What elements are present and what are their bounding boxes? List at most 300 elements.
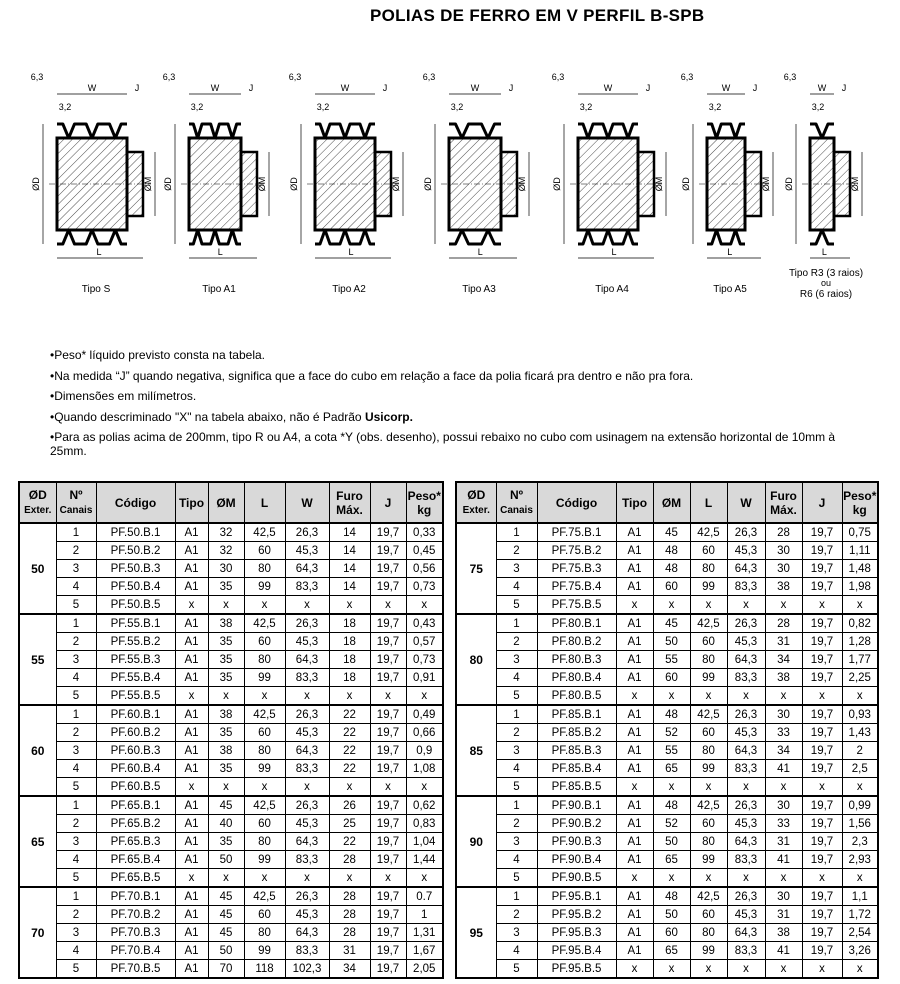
table-cell: 26,3 — [727, 796, 765, 815]
table-cell: 48 — [653, 542, 690, 560]
j-label: J — [752, 83, 758, 93]
roughness-label: 3,2 — [58, 102, 72, 112]
table-cell: 83,3 — [285, 578, 329, 596]
roughness-label: 3,2 — [579, 102, 593, 112]
table-row — [19, 651, 443, 669]
note-padrao-brand: Usicorp. — [364, 409, 413, 424]
table-cell: PF.55.B.1 — [96, 614, 175, 633]
table-cell: A1 — [175, 851, 208, 869]
table-cell: 0,66 — [406, 724, 443, 742]
table-cell: A1 — [175, 523, 208, 542]
od-cell: 65 — [19, 796, 56, 887]
table-cell: 22 — [329, 724, 370, 742]
table-cell: 65 — [653, 760, 690, 778]
table-cell: 42,5 — [690, 705, 727, 724]
table-cell: 2,54 — [842, 924, 878, 942]
table-cell: A1 — [175, 705, 208, 724]
table-cell: 2 — [496, 815, 537, 833]
table-cell: PF.60.B.3 — [96, 742, 175, 760]
hub-diameter-label: ØM — [517, 176, 527, 192]
table-cell: 19,7 — [370, 942, 406, 960]
table-cell: 80 — [244, 924, 285, 942]
table-cell: 1 — [56, 705, 96, 724]
table-cell: 2 — [496, 633, 537, 651]
table-cell: 35 — [208, 578, 244, 596]
table-cell: PF.90.B.4 — [537, 851, 616, 869]
table-row — [456, 942, 878, 960]
table-cell: 19,7 — [802, 833, 842, 851]
table-cell: A1 — [616, 705, 653, 724]
hub-diameter-label: ØM — [654, 176, 664, 192]
col-furo: Furo Máx. — [765, 482, 802, 523]
table-cell: 50 — [653, 833, 690, 851]
table-cell: A1 — [616, 851, 653, 869]
length-label: L — [96, 247, 102, 257]
table-cell: 80 — [690, 651, 727, 669]
table-cell: 3 — [56, 742, 96, 760]
table-cell: 55 — [653, 742, 690, 760]
table-cell: 1,67 — [406, 942, 443, 960]
table-cell: x — [175, 687, 208, 706]
table-cell: 1 — [406, 906, 443, 924]
table-cell: 33 — [765, 724, 802, 742]
roughness-label: 3,2 — [708, 102, 722, 112]
table-cell: 3 — [496, 560, 537, 578]
table-cell: 64,3 — [727, 560, 765, 578]
table-cell: 14 — [329, 560, 370, 578]
table-cell: x — [285, 687, 329, 706]
table-cell: 19,7 — [802, 796, 842, 815]
roughness-label: 6,3 — [680, 72, 694, 82]
table-row — [19, 760, 443, 778]
table-cell: 48 — [653, 796, 690, 815]
table-cell: 18 — [329, 633, 370, 651]
table-cell: A1 — [175, 760, 208, 778]
table-cell: x — [208, 596, 244, 615]
table-cell: PF.65.B.1 — [96, 796, 175, 815]
table-cell: 83,3 — [727, 578, 765, 596]
roughness-label: 6,3 — [783, 72, 797, 82]
table-cell: 60 — [690, 633, 727, 651]
table-cell: 42,5 — [244, 614, 285, 633]
table-cell: 2 — [56, 815, 96, 833]
col-m: ØM — [653, 482, 690, 523]
table-cell: x — [370, 778, 406, 797]
table-cell: PF.70.B.1 — [96, 887, 175, 906]
table-cell: 99 — [244, 851, 285, 869]
table-cell: PF.60.B.5 — [96, 778, 175, 797]
roughness-label: 6,3 — [30, 72, 44, 82]
table-cell: 80 — [690, 924, 727, 942]
table-cell: A1 — [616, 560, 653, 578]
od-cell: 75 — [456, 523, 496, 614]
table-cell: 1,28 — [842, 633, 878, 651]
od-cell: 70 — [19, 887, 56, 978]
roughness-label: 3,2 — [316, 102, 330, 112]
note-padrao-text: •Quando descriminado "X" na tabela abaixo, não é Padrão — [50, 409, 365, 424]
table-cell: 70 — [208, 960, 244, 979]
table-cell: 50 — [208, 851, 244, 869]
col-tipo: Tipo — [616, 482, 653, 523]
od-cell: 90 — [456, 796, 496, 887]
table-cell: 42,5 — [690, 614, 727, 633]
roughness-label: 3,2 — [450, 102, 464, 112]
table-cell: 3 — [56, 924, 96, 942]
col-canais: Nº Canais — [56, 482, 96, 523]
col-j: J — [370, 482, 406, 523]
table-cell: 33 — [765, 815, 802, 833]
table-cell: 2 — [496, 724, 537, 742]
table-cell: 0,73 — [406, 578, 443, 596]
table-cell: 31 — [765, 906, 802, 924]
pulley-table-left — [18, 481, 444, 979]
table-cell: A1 — [616, 887, 653, 906]
table-cell: A1 — [175, 924, 208, 942]
table-row — [19, 705, 443, 724]
diagram-type-label: R6 (6 raios) — [799, 289, 853, 300]
table-cell: 65 — [653, 851, 690, 869]
table-cell: x — [329, 869, 370, 888]
table-cell: 40 — [208, 815, 244, 833]
table-cell: x — [244, 778, 285, 797]
j-label: J — [841, 83, 847, 93]
table-cell: 42,5 — [244, 887, 285, 906]
table-cell: x — [285, 778, 329, 797]
table-cell: 34 — [765, 742, 802, 760]
od-cell: 50 — [19, 523, 56, 614]
table-cell: 35 — [208, 833, 244, 851]
pulley-table-right-body — [456, 523, 878, 978]
table-cell: x — [616, 687, 653, 706]
width-label: W — [470, 83, 480, 93]
table-cell: 1 — [496, 796, 537, 815]
table-cell: 5 — [56, 687, 96, 706]
table-cell: x — [802, 960, 842, 979]
table-cell: 26 — [329, 796, 370, 815]
table-cell: 35 — [208, 760, 244, 778]
table-cell: 1 — [496, 614, 537, 633]
pulley-diagram — [681, 72, 773, 295]
table-cell: 60 — [244, 724, 285, 742]
table-cell: 19,7 — [802, 542, 842, 560]
table-cell: 80 — [244, 742, 285, 760]
table-cell: PF.60.B.4 — [96, 760, 175, 778]
col-j: J — [802, 482, 842, 523]
table-row — [19, 633, 443, 651]
table-cell: 52 — [653, 815, 690, 833]
table-cell: A1 — [616, 924, 653, 942]
table-cell: 14 — [329, 523, 370, 542]
table-cell: 19,7 — [370, 614, 406, 633]
diameter-label: ØD — [163, 177, 173, 191]
table-row — [19, 724, 443, 742]
table-cell: A1 — [175, 887, 208, 906]
table-cell: A1 — [175, 960, 208, 979]
table-cell: 1 — [56, 614, 96, 633]
length-label: L — [611, 247, 617, 257]
table-cell: PF.50.B.1 — [96, 523, 175, 542]
pulley-diagram — [423, 72, 529, 295]
table-row — [19, 687, 443, 706]
table-cell: 1 — [56, 523, 96, 542]
length-label: L — [821, 247, 827, 257]
table-cell: PF.90.B.5 — [537, 869, 616, 888]
table-row — [456, 614, 878, 633]
table-cell: x — [727, 778, 765, 797]
table-cell: x — [653, 960, 690, 979]
table-cell: 1,11 — [842, 542, 878, 560]
table-row — [456, 924, 878, 942]
length-label: L — [348, 247, 354, 257]
table-cell: 26,3 — [285, 523, 329, 542]
col-peso: Peso* kg — [406, 482, 443, 523]
table-cell: 64,3 — [285, 651, 329, 669]
od-cell: 60 — [19, 705, 56, 796]
table-cell: 32 — [208, 542, 244, 560]
table-cell: 19,7 — [370, 651, 406, 669]
table-cell: 38 — [208, 614, 244, 633]
table-row — [19, 596, 443, 615]
table-cell: 45,3 — [727, 815, 765, 833]
table-cell: 0,56 — [406, 560, 443, 578]
pulley-table-right — [455, 481, 879, 979]
table-cell: A1 — [616, 796, 653, 815]
table-cell: x — [727, 596, 765, 615]
width-label: W — [603, 83, 613, 93]
table-cell: x — [653, 869, 690, 888]
table-row — [456, 542, 878, 560]
table-cell: 22 — [329, 742, 370, 760]
table-cell: 28 — [329, 924, 370, 942]
table-cell: x — [406, 596, 443, 615]
table-cell: 0,49 — [406, 705, 443, 724]
table-cell: 18 — [329, 651, 370, 669]
hub-diameter-label: ØM — [850, 176, 860, 192]
table-row — [456, 523, 878, 542]
table-cell: 48 — [653, 560, 690, 578]
col-m: ØM — [208, 482, 244, 523]
table-cell: 19,7 — [802, 560, 842, 578]
table-cell: 19,7 — [370, 542, 406, 560]
table-cell: 60 — [653, 924, 690, 942]
table-cell: x — [765, 960, 802, 979]
table-cell: 26,3 — [727, 705, 765, 724]
table-cell: x — [802, 687, 842, 706]
table-cell: x — [765, 778, 802, 797]
table-cell: x — [690, 596, 727, 615]
table-cell: PF.75.B.1 — [537, 523, 616, 542]
table-cell: 19,7 — [802, 633, 842, 651]
table-cell: PF.50.B.2 — [96, 542, 175, 560]
table-cell: 5 — [56, 960, 96, 979]
table-cell: 4 — [496, 942, 537, 960]
table-cell: 4 — [56, 760, 96, 778]
note-medida-j: •Na medida “J” quando negativa, significa que a face do cubo em relação a face da polia ficará pra dentro e não pra fora. — [50, 368, 694, 383]
od-cell: 85 — [456, 705, 496, 796]
table-cell: x — [208, 778, 244, 797]
table-cell: 19,7 — [370, 705, 406, 724]
table-cell: 3,26 — [842, 942, 878, 960]
table-cell: 0,62 — [406, 796, 443, 815]
table-cell: 5 — [496, 960, 537, 979]
table-cell: x — [765, 869, 802, 888]
table-row — [19, 742, 443, 760]
table-cell: 5 — [496, 869, 537, 888]
table-row — [19, 815, 443, 833]
table-cell: 14 — [329, 578, 370, 596]
table-cell: 25 — [329, 815, 370, 833]
diagram-type-label: Tipo R3 (3 raios) — [788, 268, 864, 279]
table-cell: 19,7 — [802, 815, 842, 833]
table-cell: A1 — [175, 724, 208, 742]
table-cell: x — [175, 596, 208, 615]
table-cell: x — [690, 778, 727, 797]
table-cell: x — [727, 687, 765, 706]
table-cell: 45,3 — [285, 542, 329, 560]
table-row — [456, 633, 878, 651]
table-cell: 19,7 — [802, 523, 842, 542]
roughness-label: 6,3 — [422, 72, 436, 82]
table-cell: 99 — [244, 942, 285, 960]
table-cell: 35 — [208, 724, 244, 742]
note-rebaixo: •Para as polias acima de 200mm, tipo R ou A4, a cota *Y (obs. desenho), possui rebaixo no cubo com usinagem na extensão horizontal de 10mm à 25mm. — [50, 430, 836, 458]
table-cell: A1 — [175, 833, 208, 851]
table-cell: 99 — [690, 851, 727, 869]
od-cell: 55 — [19, 614, 56, 705]
table-cell: x — [244, 869, 285, 888]
table-cell: 30 — [765, 542, 802, 560]
table-row — [19, 887, 443, 906]
width-label: W — [721, 83, 731, 93]
table-cell: PF.70.B.2 — [96, 906, 175, 924]
table-cell: x — [690, 869, 727, 888]
table-cell: 52 — [653, 724, 690, 742]
table-cell: 5 — [496, 778, 537, 797]
table-cell: 41 — [765, 760, 802, 778]
table-cell: x — [842, 869, 878, 888]
table-cell: 38 — [765, 669, 802, 687]
table-cell: 1 — [496, 887, 537, 906]
table-cell: 60 — [690, 906, 727, 924]
table-cell: x — [370, 596, 406, 615]
diameter-label: ØD — [552, 177, 562, 191]
table-cell: 2,3 — [842, 833, 878, 851]
table-cell: 2 — [842, 742, 878, 760]
left-table-wrapper — [18, 481, 444, 979]
table-cell: 5 — [56, 596, 96, 615]
table-cell: 3 — [56, 833, 96, 851]
table-cell: 19,7 — [370, 742, 406, 760]
table-cell: 19,7 — [370, 815, 406, 833]
length-label: L — [727, 247, 733, 257]
table-cell: A1 — [616, 833, 653, 851]
note-dimensoes: •Dimensões em milímetros. — [50, 389, 197, 403]
table-cell: PF.50.B.3 — [96, 560, 175, 578]
table-cell: x — [690, 687, 727, 706]
table-cell: 2 — [496, 906, 537, 924]
table-cell: PF.65.B.3 — [96, 833, 175, 851]
table-cell: 80 — [690, 560, 727, 578]
table-cell: 60 — [690, 815, 727, 833]
table-row — [19, 906, 443, 924]
table-row — [456, 742, 878, 760]
table-cell: 38 — [208, 742, 244, 760]
table-cell: 28 — [329, 851, 370, 869]
diameter-label: ØD — [784, 177, 794, 191]
hub-diameter-label: ØM — [257, 176, 267, 192]
pulley-diagrams — [20, 64, 880, 314]
table-cell: x — [329, 778, 370, 797]
table-cell: 19,7 — [802, 614, 842, 633]
table-cell: A1 — [175, 542, 208, 560]
note-peso: •Peso* líquido previsto consta na tabela. — [50, 348, 266, 362]
table-cell: x — [285, 869, 329, 888]
table-cell: PF.80.B.5 — [537, 687, 616, 706]
table-cell: 42,5 — [244, 523, 285, 542]
table-cell: 19,7 — [802, 742, 842, 760]
table-cell: 19,7 — [802, 724, 842, 742]
col-l: L — [690, 482, 727, 523]
table-cell: PF.70.B.4 — [96, 942, 175, 960]
notes-section — [50, 345, 870, 458]
table-cell: x — [802, 778, 842, 797]
table-cell: A1 — [175, 669, 208, 687]
table-cell: 64,3 — [285, 560, 329, 578]
table-cell: 3 — [496, 651, 537, 669]
table-row — [19, 578, 443, 596]
table-cell: 30 — [208, 560, 244, 578]
table-cell: 31 — [329, 942, 370, 960]
table-cell: 31 — [765, 833, 802, 851]
table-cell: 28 — [329, 887, 370, 906]
table-cell: 19,7 — [370, 887, 406, 906]
table-cell: 5 — [496, 596, 537, 615]
col-od: ØD Exter. — [456, 482, 496, 523]
table-cell: x — [802, 869, 842, 888]
table-cell: 31 — [765, 633, 802, 651]
table-cell: PF.55.B.5 — [96, 687, 175, 706]
pulley-diagram — [31, 72, 155, 295]
table-cell: A1 — [175, 614, 208, 633]
table-cell: 32 — [208, 523, 244, 542]
table-cell: PF.75.B.2 — [537, 542, 616, 560]
table-cell: 60 — [690, 724, 727, 742]
roughness-label: 3,2 — [190, 102, 204, 112]
table-row — [456, 596, 878, 615]
table-cell: A1 — [616, 614, 653, 633]
table-cell: x — [370, 869, 406, 888]
table-cell: 0,91 — [406, 669, 443, 687]
table-row — [456, 887, 878, 906]
diameter-label: ØD — [289, 177, 299, 191]
table-cell: 1,1 — [842, 887, 878, 906]
table-cell: PF.50.B.5 — [96, 596, 175, 615]
table-cell: PF.65.B.5 — [96, 869, 175, 888]
table-cell: PF.70.B.3 — [96, 924, 175, 942]
hub-diameter-label: ØM — [143, 176, 153, 192]
table-cell: x — [802, 596, 842, 615]
diagram-type-label: Tipo A3 — [462, 284, 496, 295]
table-cell: PF.90.B.1 — [537, 796, 616, 815]
length-label: L — [477, 247, 483, 257]
hub-diameter-label: ØM — [761, 176, 771, 192]
table-cell: 19,7 — [370, 924, 406, 942]
diagram-type-label: Tipo A5 — [713, 284, 747, 295]
table-cell: 3 — [496, 924, 537, 942]
table-cell: x — [765, 687, 802, 706]
table-cell: PF.65.B.2 — [96, 815, 175, 833]
table-cell: 50 — [653, 906, 690, 924]
